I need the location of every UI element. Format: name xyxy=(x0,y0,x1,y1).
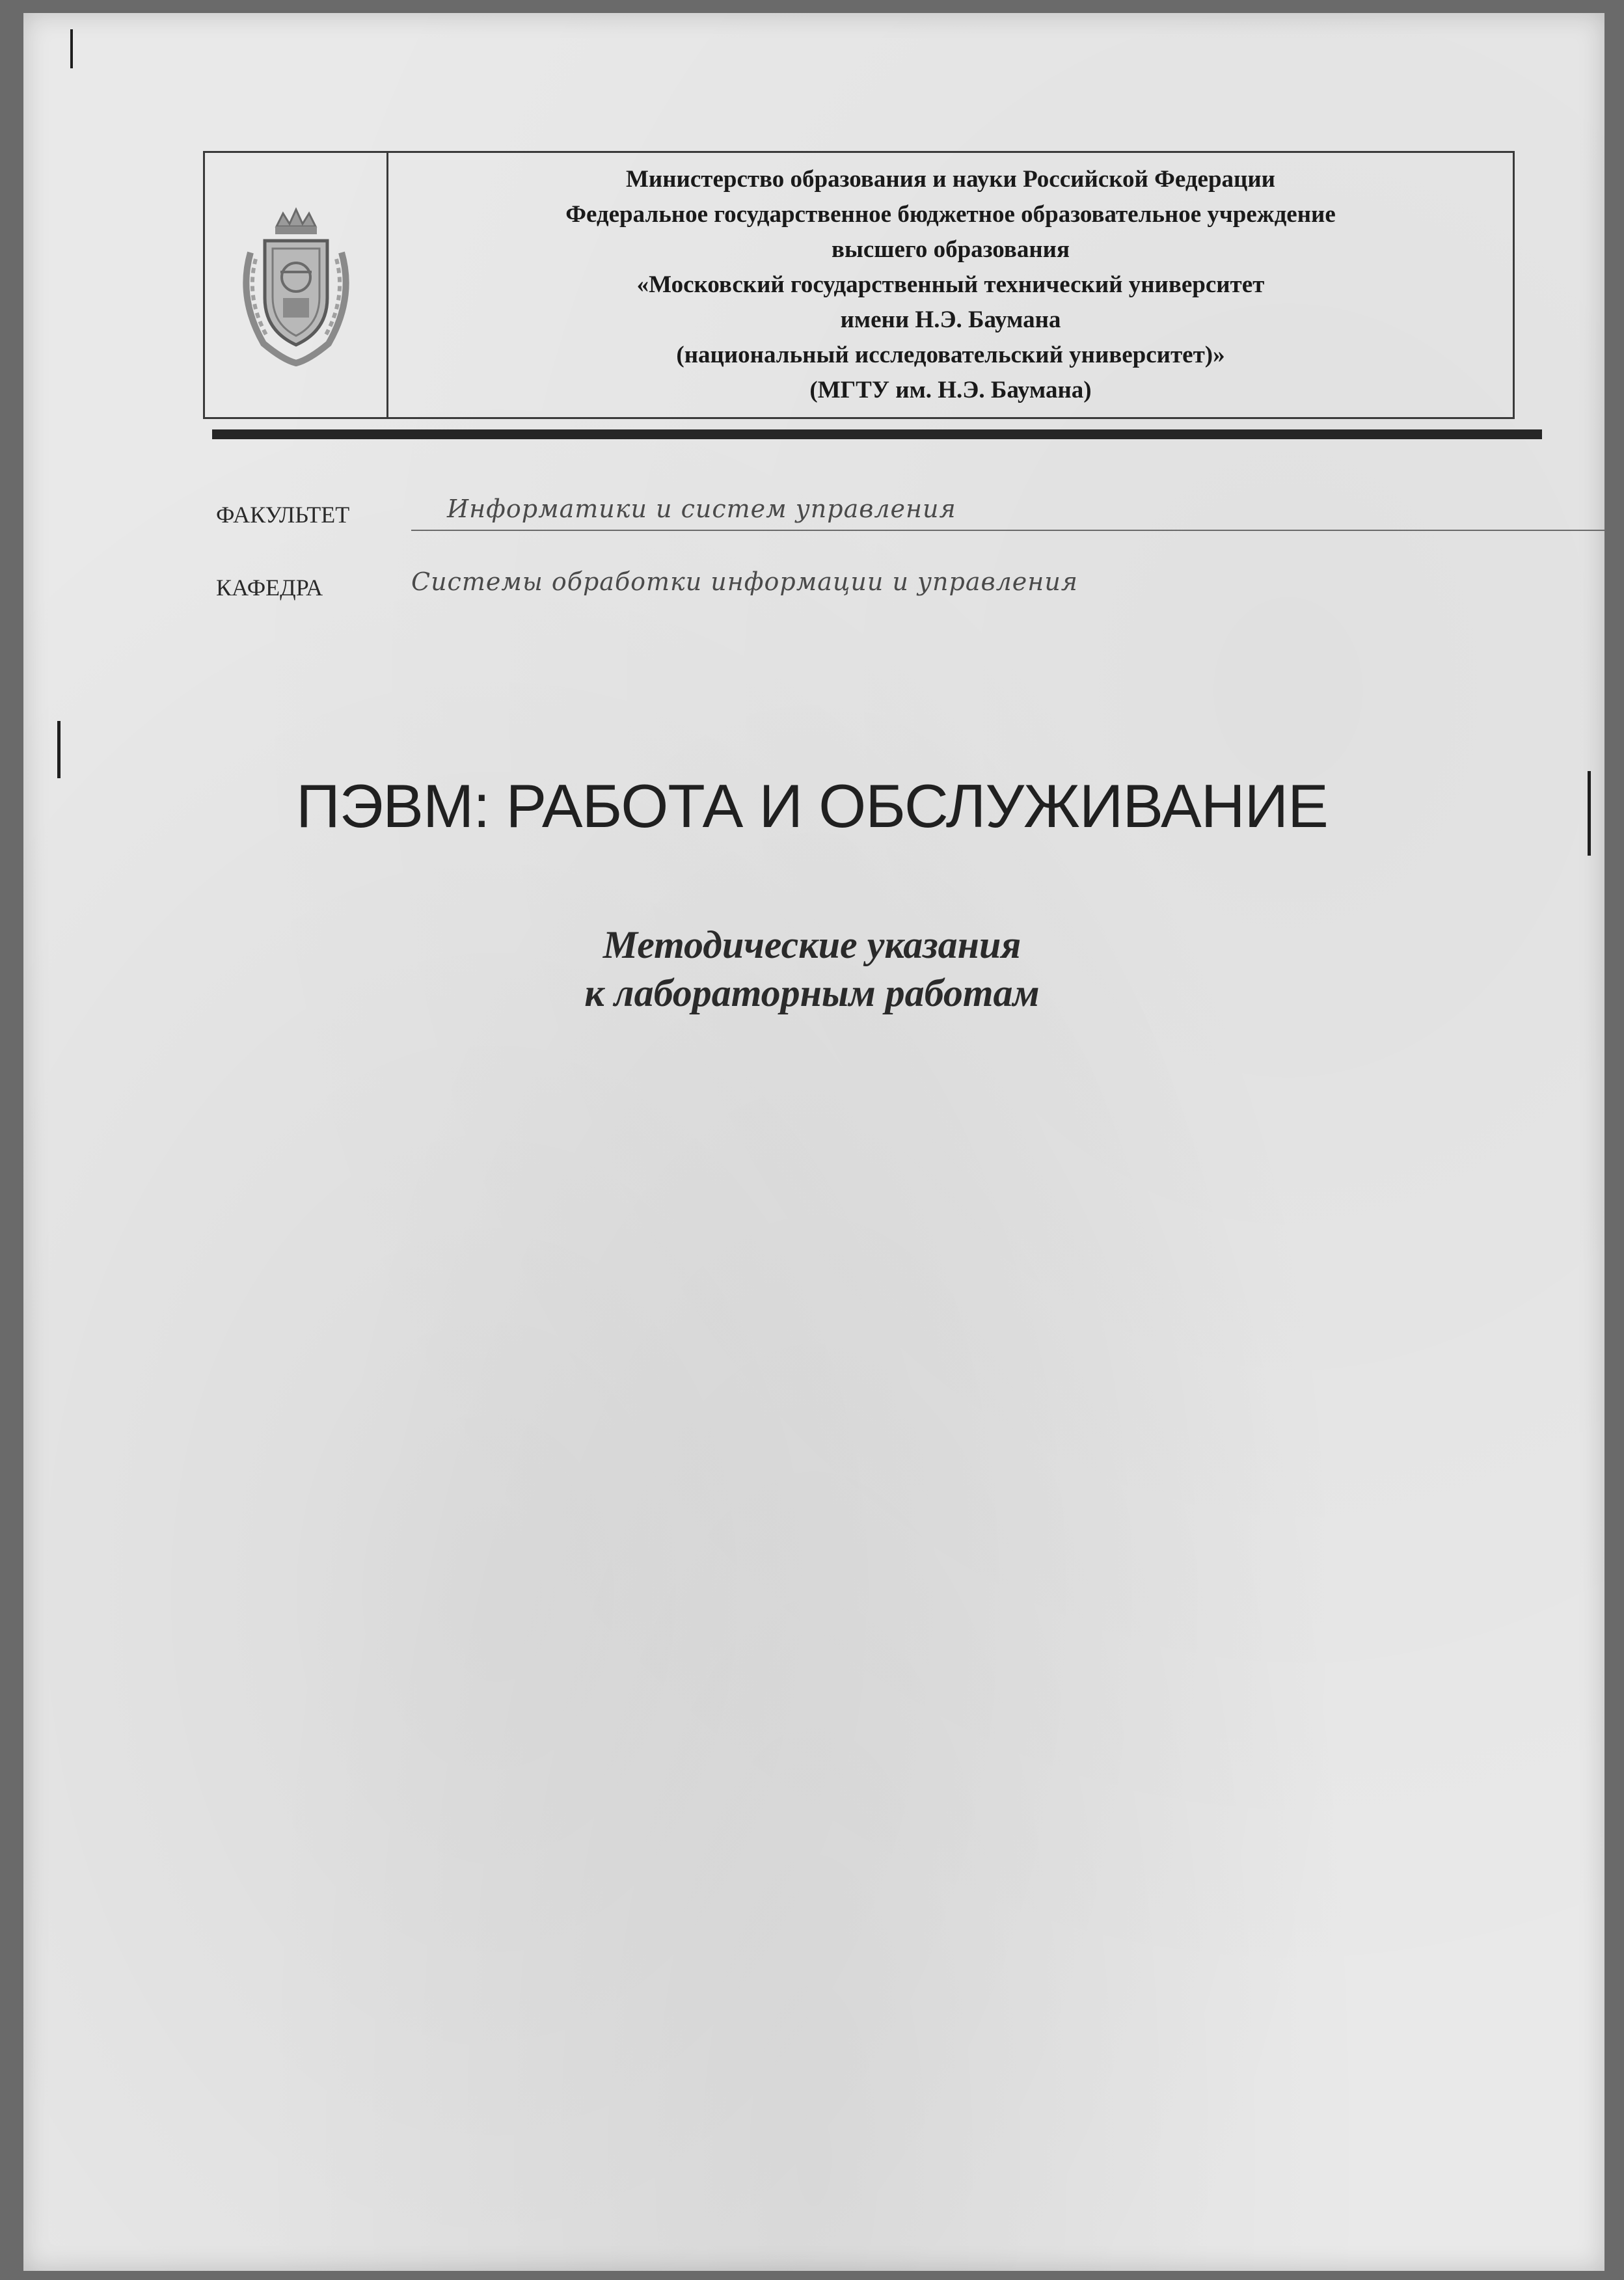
emblem-cell xyxy=(205,153,388,417)
institution-header xyxy=(203,151,1515,419)
header-divider xyxy=(212,429,1542,439)
scan-mark xyxy=(57,721,61,778)
scan-mark xyxy=(1588,771,1591,856)
document-subtitle xyxy=(0,921,1624,1017)
department-label: КАФЕДРА xyxy=(216,575,323,601)
ministry-line: Министерство образования и науки Российской Федерации xyxy=(625,166,1275,193)
faculty-underline xyxy=(411,530,1624,531)
institution-name-block xyxy=(388,153,1513,417)
university-name-line: «Московский государственный технический университет xyxy=(636,271,1265,298)
department-row xyxy=(216,567,1078,601)
faculty-row xyxy=(216,495,956,528)
department-handwritten-value: Системы обработки информации и управления xyxy=(411,567,1078,596)
university-coat-of-arms-icon xyxy=(224,200,368,370)
institution-type-line: Федеральное государственное бюджетное образовательное учреждение xyxy=(565,201,1336,228)
subtitle-line-1: Методические указания xyxy=(602,923,1022,966)
scan-mark xyxy=(70,29,73,68)
university-named-after-line: имени Н.Э. Баумана xyxy=(840,306,1061,333)
university-status-line: (национальный исследовательский университет)» xyxy=(676,342,1225,368)
faculty-label: ФАКУЛЬТЕТ xyxy=(216,502,350,528)
subtitle-line-2: к лабораторным работам xyxy=(584,971,1040,1014)
university-abbreviation-line: (МГТУ им. Н.Э. Баумана) xyxy=(809,377,1092,403)
faculty-handwritten-value: Информатики и систем управления xyxy=(447,495,956,523)
education-level-line: высшего образования xyxy=(831,236,1070,263)
document-title: ПЭВМ: РАБОТА И ОБСЛУЖИВАНИЕ xyxy=(296,772,1328,840)
